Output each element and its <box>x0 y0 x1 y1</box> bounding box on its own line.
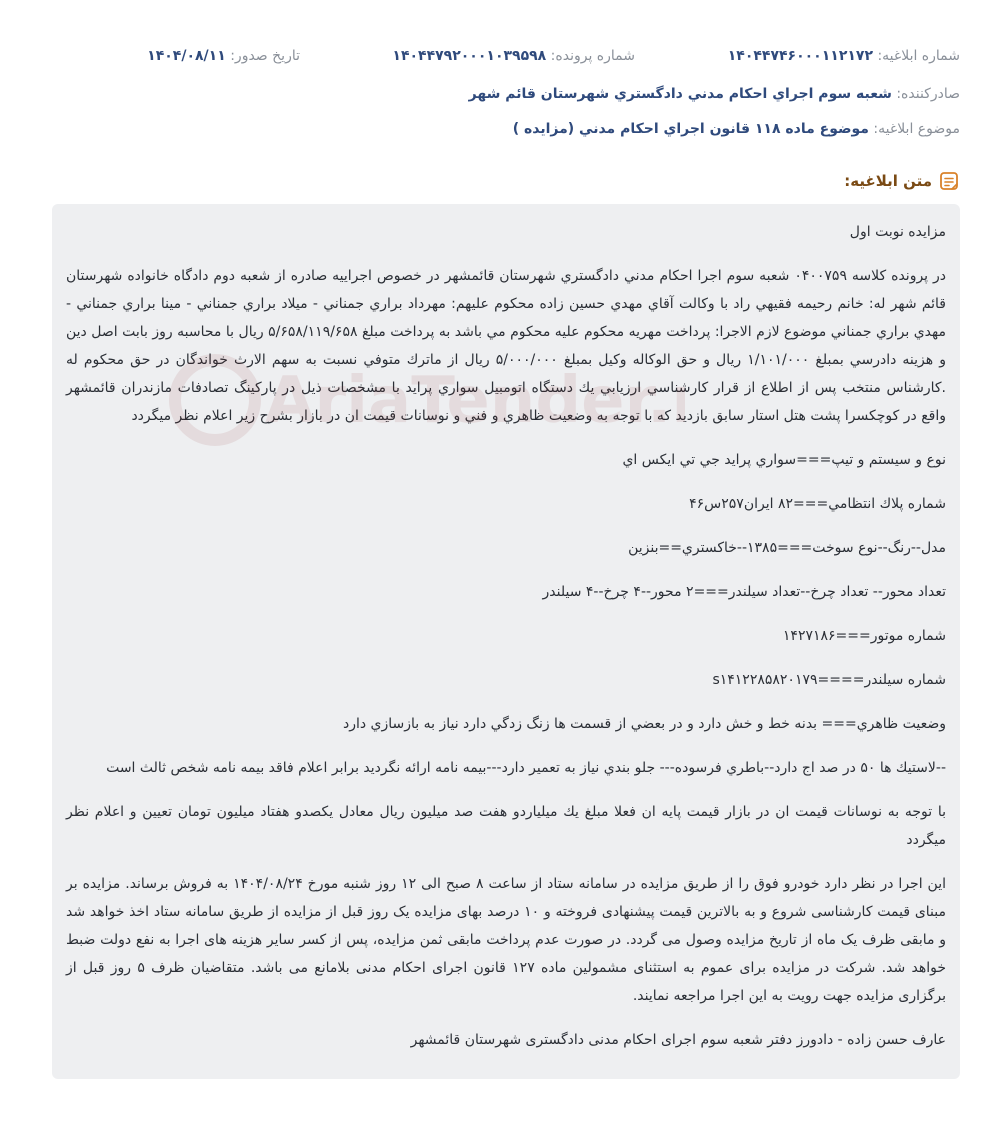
notice-number-value: ۱۴۰۴۴۷۴۶۰۰۰۱۱۲۱۷۲ <box>727 48 873 64</box>
body-paragraph: مدل--رنگ--نوع سوخت===۱۳۸۵--خاكستري==بنزين <box>628 540 946 556</box>
body-paragraph: شماره پلاك انتظامي===۸۲ ايران۲۵۷س۴۶ <box>689 496 946 512</box>
meta-row-numbers <box>40 48 960 70</box>
issue-date-item <box>147 48 300 64</box>
issuer-value: شعبه سوم اجراي احكام مدني دادگستري شهرستان قائم شهر <box>468 86 892 102</box>
body-paragraph: مزایده نوبت اول <box>849 224 946 240</box>
case-number-value: ۱۴۰۴۴۷۹۲۰۰۰۱۰۳۹۵۹۸ <box>392 48 547 64</box>
body-paragraph: --لاستيك ها ۵۰ در صد اج دارد--باطري فرسوده--- جلو بندي نياز به تعمير دارد---بيمه نامه ارائه نگرديد برابر اعلام فاقد بيمه نامه شخص ثالث است <box>106 760 946 776</box>
body-paragraph: شماره موتور===۱۴۲۷۱۸۶ <box>782 628 946 644</box>
case-number-label: شماره پرونده: <box>550 48 635 64</box>
case-number-item <box>392 48 635 64</box>
body-paragraph: با توجه به نوسانات قيمت ان در بازار قيمت پايه ان فعلا مبلغ يك ميلياردو هفت صد ميليون ريال معادل يكصدو هفتاد ميليون تومان تعيين و اعلام نظر ميگردد <box>66 804 946 848</box>
section-header <box>844 170 960 192</box>
body-paragraph: در پرونده كلاسه ۰۴۰۰۷۵۹ شعبه سوم اجرا احكام مدني دادگستري شهرستان قائمشهر در خصوص اجراييه صادره از شعبه دوم دادگاه خانواده شهرستان قائم شهر له: خانم رحيمه فقيهي راد با وكالت آقاي مهدي حسين زاده محكوم عليهم: مهرداد براري جمناني - ميلاد براري جمناني - مينا براري جمناني - مهدي براري جمناني موضوع لازم الاجرا: پرداخت مهريه محكوم عليه محكوم مي باشد به پرداخت مبلغ ۵/۶۵۸/۱۱۹/۶۵۸ ريال با محاسبه روز بابت اصل دين و هزينه دادرسي بمبلغ ۱/۱۰۱/۰۰۰ ريال و حق الوكاله وكيل بمبلغ ۵/۰۰۰/۰۰۰ ريال از ماترك متوفي نسبت به سهم الارث خواندگان در حق محكوم له .كارشناس منتخب پس از اطلاع از قرار كارشناسي ارزيابي يك دستگاه اتومبيل سواري پرايد با مشخصات ذيل در پاركينگ تصادفات مازندران قائمشهر واقع در كوچكسرا پشت هتل استار سابق بازديد كه با توجه به وضعيت ظاهري و فني و نوسانات قيمت ان در بازار بشرح زير اعلام نظر ميگردد <box>66 268 947 424</box>
body-paragraph: اين اجرا در نظر دارد خودرو فوق را از طريق مزايده در سامانه ستاد از ساعت ۸ صبح الی ۱۲ روز شنبه مورخ ۱۴۰۴/۰۸/۲۴ به فروش برساند. مزایده بر مبنای قیمت کارشناسی شروع و به بالاترین قیمت پیشنهادی فروخته و ۱۰ درصد بهای مزایده یک روز قبل از مزایده از طریق سامانه ستاد اخذ خواهد شد و مابقی ظرف یک ماه از تاریخ مزایده وصول می گردد. در صورت عدم پرداخت مابقی ثمن مزایده، پس از کسر سایر هزینه های اجرا به نفع دولت ضبط خواهد شد. شرکت در مزایده برای عموم به استثنای مشمولین ماده ۱۲۷ قانون اجرای احکام مدنی بلامانع می باشد. متقاضیان ظرف ۵ روز قبل از برگزاری مزایده جهت رویت به این اجرا مراجعه نمایند. <box>66 876 946 1004</box>
body-paragraph: تعداد محور-- تعداد چرخ--تعداد سيلندر===۲ محور--۴ چرخ--۴ سيلندر <box>542 584 946 600</box>
body-paragraph: نوع و سيستم و تيپ===سواري پرايد جي تي ايكس اي <box>622 452 946 468</box>
notice-number-label: شماره ابلاغیه: <box>877 48 960 64</box>
subject-label: موضوع ابلاغیه: <box>873 121 960 137</box>
issuer-row <box>469 86 960 102</box>
section-title: متن ابلاغیه: <box>844 172 932 190</box>
subject-row <box>513 121 960 137</box>
issue-date-label: تاریخ صدور: <box>230 48 300 64</box>
body-paragraph: وضعيت ظاهري=== بدنه خط و خش دارد و در بعضي از قسمت ها زنگ زدگي دارد نياز به بازسازي دارد <box>342 716 946 732</box>
body-paragraph: شماره سيلندر====s۱۴۱۲۲۸۵۸۲۰۱۷۹ <box>712 672 946 688</box>
notice-body <box>52 204 960 1079</box>
notice-number-item <box>728 48 960 64</box>
subject-value: موضوع ماده ۱۱۸ قانون اجراي احكام مدني (مزايده ) <box>512 121 869 137</box>
body-paragraph: عارف حسن زاده - دادورز دفتر شعبه سوم اجرای احکام مدنی دادگستری شهرستان قائمشهر <box>410 1032 946 1048</box>
issue-date-value: ۱۴۰۴/۰۸/۱۱ <box>147 48 226 64</box>
note-icon <box>938 170 960 192</box>
issuer-label: صادرکننده: <box>896 86 960 102</box>
